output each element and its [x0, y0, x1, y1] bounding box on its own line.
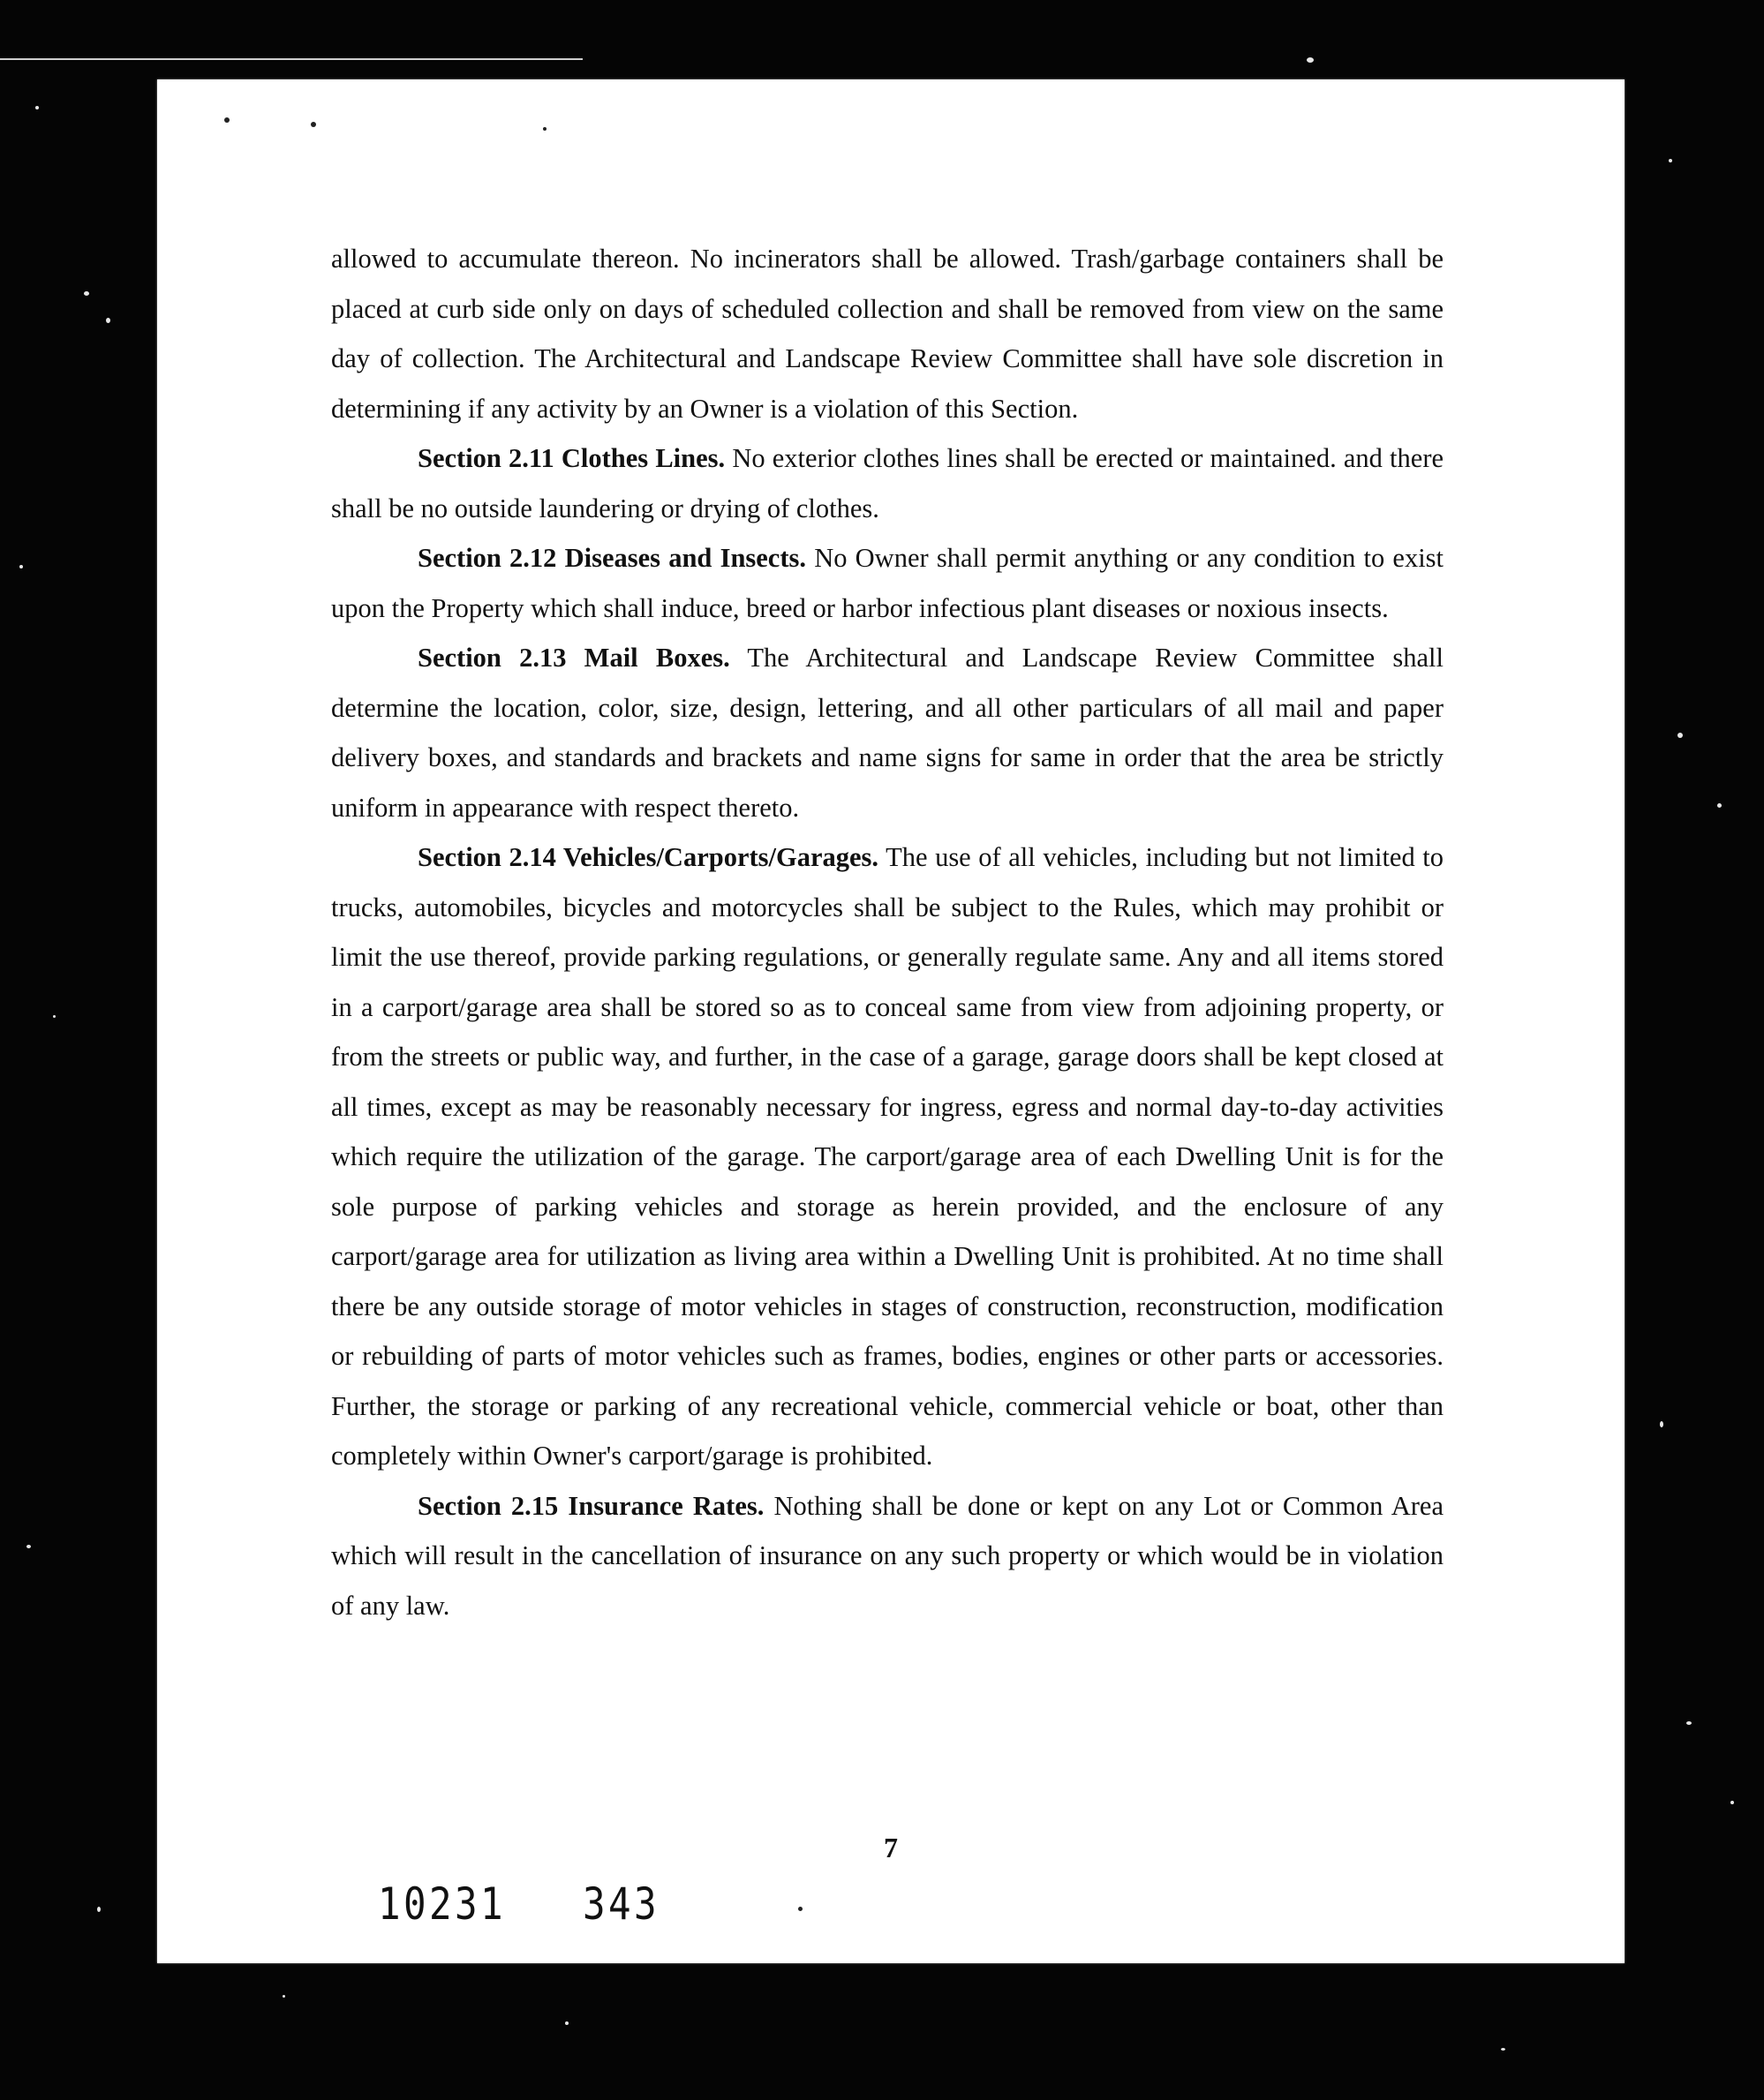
section-text: No Owner shall permit anything or any condition to exist upon the Property which shall induce, breed or harbor infectious plant diseases or noxious insects.	[331, 543, 1444, 623]
section-text: No exterior clothes lines shall be erected or maintained. and there shall be no outside laundering or drying of clothes.	[331, 443, 1444, 523]
scan-speck	[1686, 1721, 1692, 1725]
section-heading: Section 2.14 Vehicles/Carports/Garages.	[418, 842, 879, 872]
scan-speck	[1501, 2048, 1505, 2051]
page-speck	[543, 127, 547, 131]
page-speck	[224, 117, 230, 123]
section-heading: Section 2.12 Diseases and Insects.	[418, 543, 807, 573]
document-page	[157, 79, 1625, 1963]
section-text: Nothing shall be done or kept on any Lot or Common Area which will result in the cancellation of insurance on any such property or which would be in violation of any law.	[331, 1490, 1444, 1621]
scan-speck	[1660, 1421, 1663, 1427]
section-heading: Section 2.13 Mail Boxes.	[418, 643, 730, 673]
scan-speck	[106, 318, 110, 323]
scan-speck	[53, 1015, 56, 1018]
scan-speck	[1730, 1801, 1734, 1804]
scan-speck	[1307, 57, 1314, 63]
document-body	[331, 234, 1444, 1630]
section-2-15-insurance-rates	[331, 1481, 1444, 1631]
recording-stamp-book: 10231	[378, 1878, 506, 1930]
scan-top-line	[0, 58, 583, 60]
section-text: The Architectural and Landscape Review Committee shall determine the location, color, size, design, lettering, and all other particulars of all mail and paper delivery boxes, and standards and brackets and name signs for same in order that the area be strictly uniform in appearance with respect thereto.	[331, 643, 1444, 823]
scan-speck	[26, 1545, 31, 1548]
recording-stamp-page: 343	[583, 1878, 660, 1930]
page-speck	[798, 1907, 803, 1911]
section-2-12-diseases-and-insects	[331, 533, 1444, 633]
scan-speck	[1669, 159, 1672, 162]
section-heading: Section 2.11 Clothes Lines.	[418, 443, 726, 473]
page-speck	[311, 122, 316, 127]
scan-speck	[565, 2021, 569, 2025]
scan-speck	[19, 565, 23, 568]
scan-speck	[35, 106, 39, 109]
scan-speck	[1717, 803, 1722, 808]
paragraph-text: allowed to accumulate thereon. No incinerators shall be allowed. Trash/garbage containers shall be placed at curb side only on days of scheduled collection and shall be removed from view on the same day of collection. The Architectural and Landscape Review Committee shall have sole discretion in determining if any activity by an Owner is a violation of this Section.	[331, 244, 1444, 424]
section-text: The use of all vehicles, including but not limited to trucks, automobiles, bicycles and motorcycles shall be subject to the Rules, which may prohibit or limit the use thereof, provide parking regulations, or generally regulate same. Any and all items stored in a carport/garage area shall be stored so as to conceal same from view from adjoining property, or from the streets or public way, and further, in the case of a garage, garage doors shall be kept closed at all times, except as may be reasonably necessary for ingress, egress and normal day-to-day activities which require the utilization of the garage. The carport/garage area of each Dwelling Unit is for the sole purpose of parking vehicles and storage as herein provided, and the enclosure of any carport/garage area for utilization as living area within a Dwelling Unit is prohibited. At no time shall there be any outside storage of motor vehicles in stages of construction, reconstruction, modification or rebuilding of parts of motor vehicles such as frames, bodies, engines or other parts or accessories. Further, the storage or parking of any recreational vehicle, commercial vehicle or boat, other than completely within Owner's carport/garage is prohibited.	[331, 842, 1444, 1471]
section-2-14-vehicles-carports-garages	[331, 832, 1444, 1481]
section-2-13-mail-boxes	[331, 633, 1444, 832]
section-2-11-clothes-lines	[331, 433, 1444, 533]
scan-speck	[1677, 733, 1683, 738]
section-heading: Section 2.15 Insurance Rates.	[418, 1490, 765, 1521]
scan-speck	[283, 1995, 285, 1998]
scan-speck	[84, 291, 89, 296]
paragraph-continuation	[331, 234, 1444, 433]
page-number: 7	[884, 1832, 898, 1863]
scan-speck	[97, 1907, 101, 1912]
